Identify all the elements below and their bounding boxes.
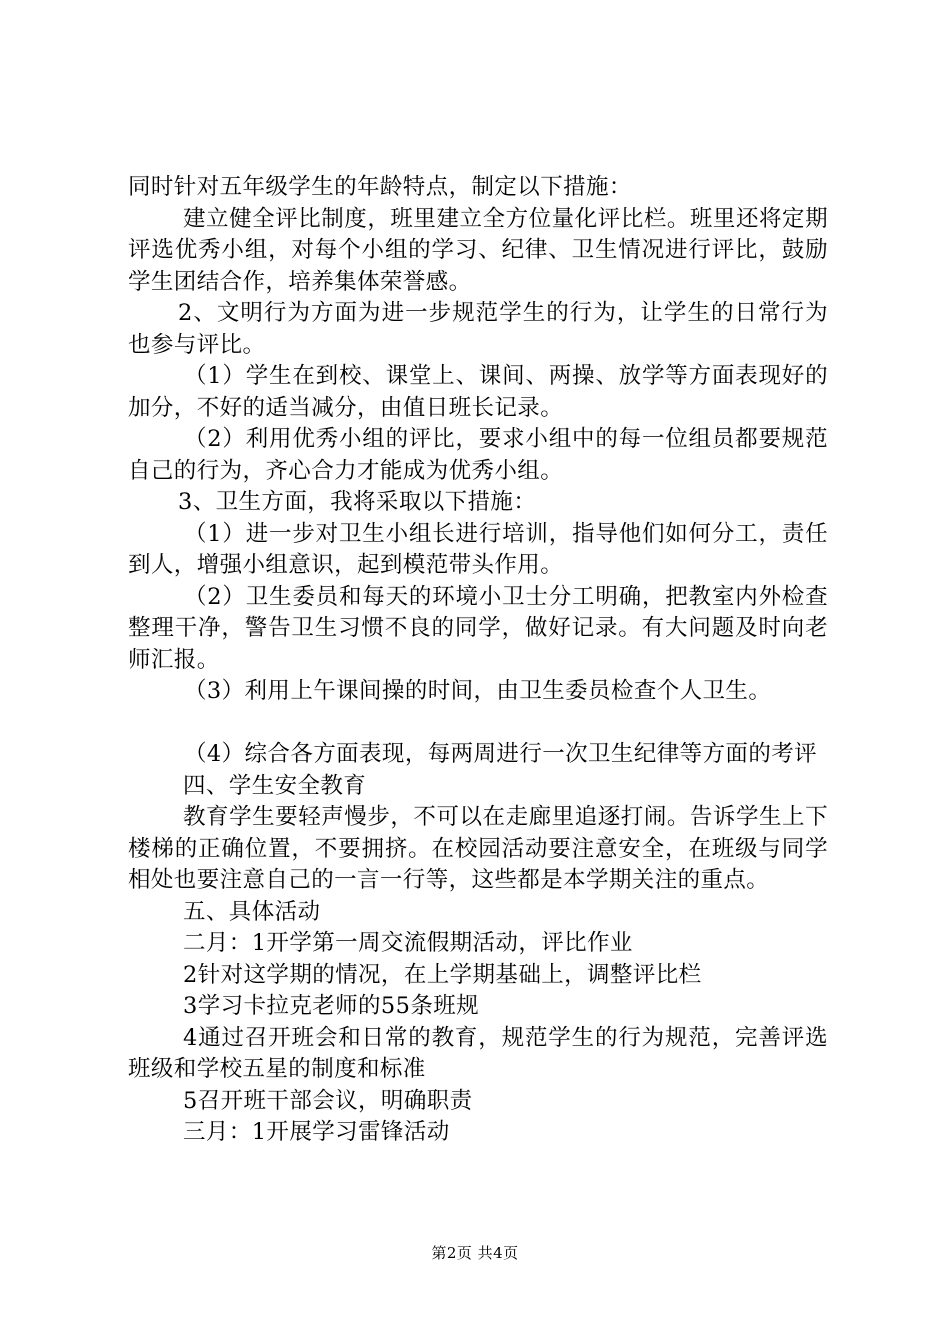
paragraph-march-1: 三月：1开展学习雷锋活动 bbox=[183, 1119, 450, 1145]
paragraph-civil-behavior: 2、文明行为方面为进一步规范学生的行为，让学生的日常行为也参与评比。 bbox=[128, 300, 828, 358]
document-body bbox=[128, 172, 828, 1149]
paragraph-february-5: 5召开班干部会议，明确职责 bbox=[183, 1087, 473, 1114]
section-heading-safety: 四、学生安全教育 bbox=[183, 772, 367, 799]
page-number-label: 第2页 共4页 bbox=[431, 1244, 519, 1262]
paragraph-hygiene-item-4: （4）综合各方面表现，每两周进行一次卫生纪律等方面的考评 bbox=[184, 741, 818, 767]
paragraph-behavior-item-2: （2）利用优秀小组的评比，要求小组中的每一位组员都要规范自己的行为，齐心合力才能成为优秀小组。 bbox=[128, 426, 828, 484]
paragraph-evaluation-system: 建立健全评比制度，班里建立全方位量化评比栏。班里还将定期评选优秀小组，对每个小组的学习、纪律、卫生情况进行评比，鼓励学生团结合作，培养集体荣誉感。 bbox=[128, 205, 828, 295]
paragraph-february-2: 2针对这学期的情况，在上学期基础上，调整评比栏 bbox=[183, 961, 702, 988]
page-footer bbox=[0, 1243, 950, 1263]
paragraph-hygiene-item-1: （1）进一步对卫生小组长进行培训，指导他们如何分工，责任到人，增强小组意识，起到模范带头作用。 bbox=[128, 520, 828, 578]
paragraph-february-1: 二月：1开学第一周交流假期活动，评比作业 bbox=[183, 930, 633, 956]
paragraph-behavior-item-1: （1）学生在到校、课堂上、课间、两操、放学等方面表现好的加分，不好的适当减分，由值日班长记录。 bbox=[128, 363, 828, 421]
paragraph-safety: 教育学生要轻声慢步，不可以在走廊里追逐打闹。告诉学生上下楼梯的正确位置，不要拥挤。在校园活动要注意安全，在班级与同学相处也要注意自己的一言一行等，这些都是本学期关注的重点。 bbox=[128, 804, 828, 893]
paragraph-february-4: 4通过召开班会和日常的教育，规范学生的行为规范，完善评选班级和学校五星的制度和标准 bbox=[128, 1024, 828, 1082]
paragraph-february-3: 3学习卡拉克老师的55条班规 bbox=[183, 993, 480, 1019]
paragraph-hygiene: 3、卫生方面，我将采取以下措施： bbox=[178, 489, 537, 515]
section-heading-activities: 五、具体活动 bbox=[183, 898, 321, 925]
paragraph-intro: 同时针对五年级学生的年龄特点，制定以下措施： bbox=[128, 174, 632, 200]
paragraph-hygiene-item-2: （2）卫生委员和每天的环境小卫士分工明确，把教室内外检查整理干净，警告卫生习惯不良的同学，做好记录。有大问题及时向老师汇报。 bbox=[128, 583, 828, 673]
paragraph-hygiene-item-3: （3）利用上午课间操的时间，由卫生委员检查个人卫生。 bbox=[184, 678, 772, 704]
